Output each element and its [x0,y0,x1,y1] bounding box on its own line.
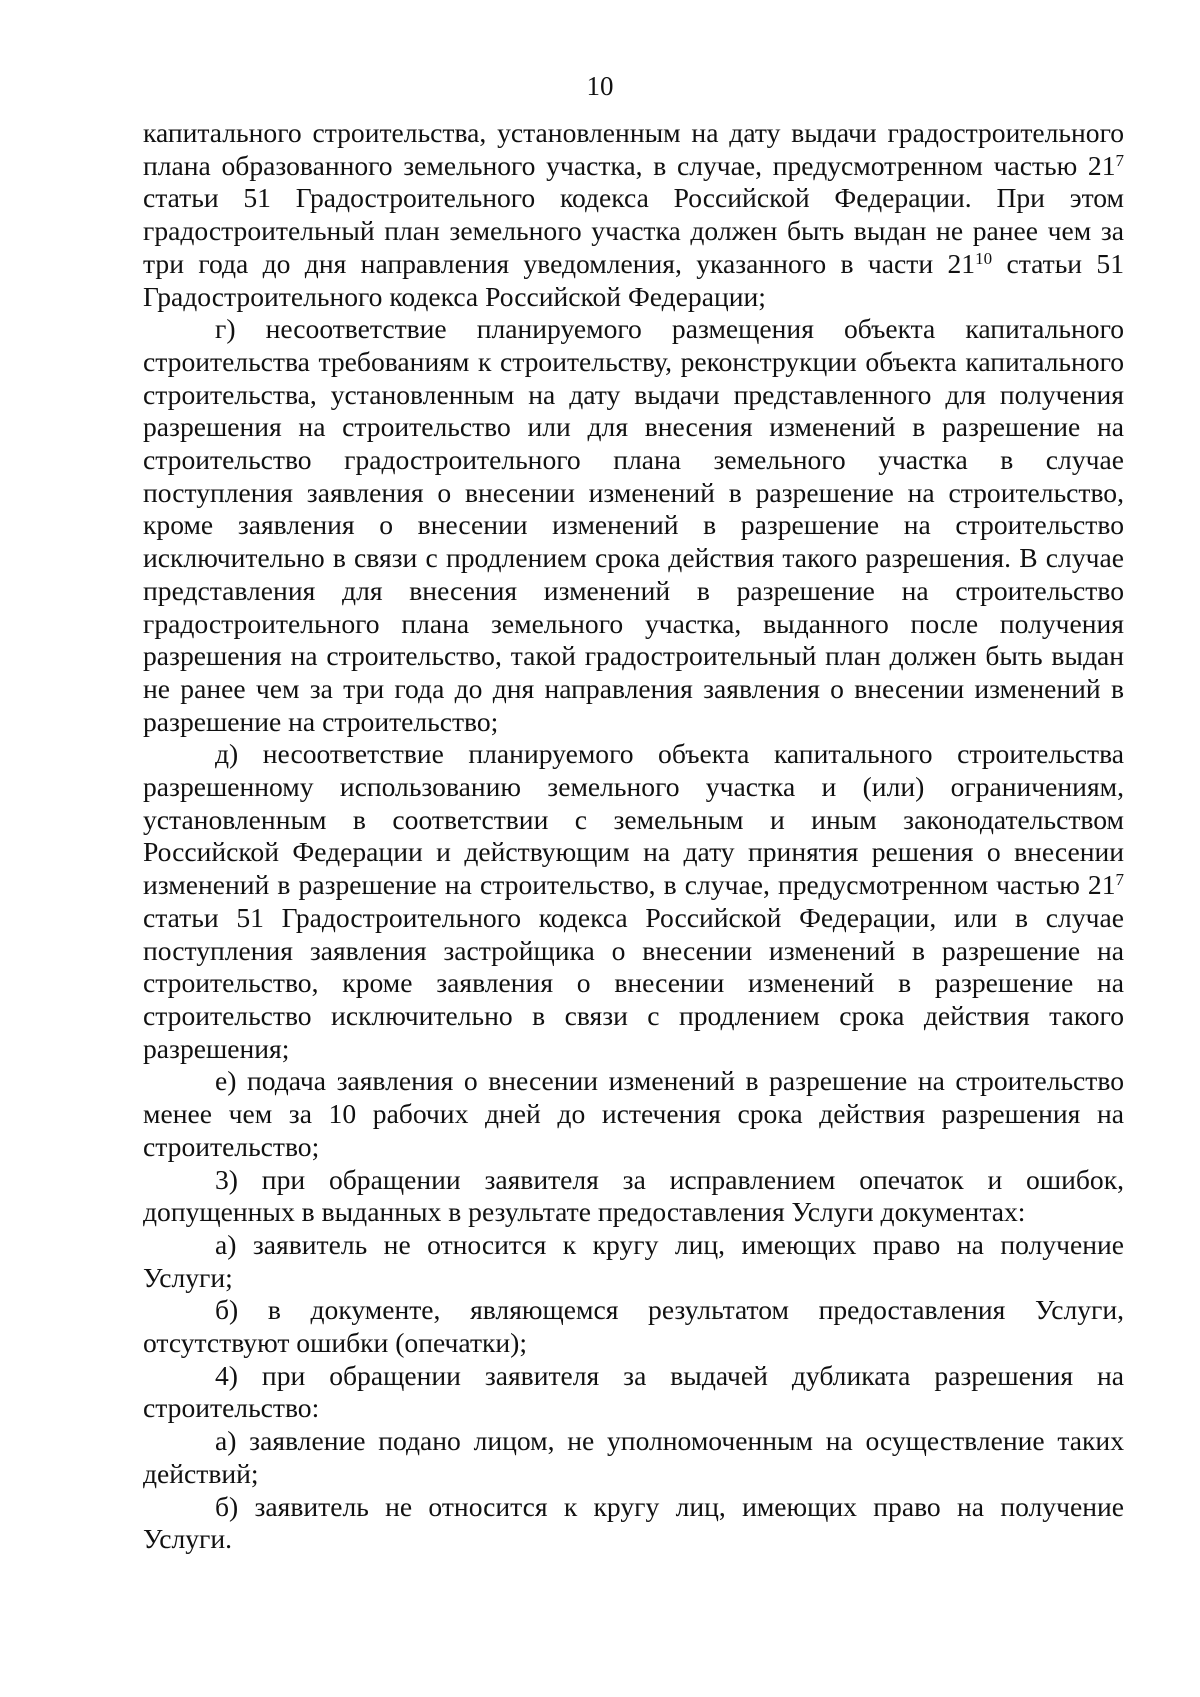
paragraph-item-d [143,738,1124,1065]
paragraph-item-4b: б) заявитель не относится к кругу лиц, имеющих право на получение Услуги. [143,1490,1124,1555]
paragraph-item-e: е) подача заявления о внесении изменений в разрешение на строительство менее чем за 10 рабочих дней до истечения срока действия разрешения на строительство; [143,1065,1124,1162]
superscript: 7 [1115,150,1124,170]
text-run: д) несоответствие планируемого объекта капитального строительства разрешенному использованию земельного участка и (или) ограничениям, установленным в соответствии с земельным и иным законодательством Российской Федерации и действующим на дату принятия решения о внесении изменений в разрешение на строительство, в случае, предусмотренном частью 21 [143,738,1124,901]
paragraph-continuation [143,117,1124,313]
paragraph-item-g: г) несоответствие планируемого размещения объекта капитального строительства требованиям к строительству, реконструкции объекта капитального строительства, установленным на дату выдачи представленного для получения разрешения на строительство или для внесения изменений в разрешение на строительство градостроительного плана земельного участка в случае поступления заявления о внесении изменений в разрешение на строительство, кроме заявления о внесении изменений в разрешение на строительство исключительно в связи с продлением срока действия такого разрешения. В случае представления для внесения изменений в разрешение на строительство градостроительного плана земельного участка, выданного после получения разрешения на строительство, такой градостроительный план должен быть выдан не ранее чем за три года до дня направления заявления о внесении изменений в разрешение на строительство; [143,313,1124,737]
document-body [143,117,1124,1556]
text-run: капитального строительства, установленным на дату выдачи градостроительного плана образованного земельного участка, в случае, предусмотренном частью 21 [143,117,1124,181]
paragraph-item-3b: б) в документе, являющемся результатом предоставления Услуги, отсутствуют ошибки (опечатки); [143,1294,1124,1359]
paragraph-item-3: 3) при обращении заявителя за исправлением опечаток и ошибок, допущенных в выданных в результате предоставления Услуги документах: [143,1163,1124,1228]
text-run: статьи 51 Градостроительного кодекса Российской Федерации, или в случае поступления заявления застройщика о внесении изменений в разрешение на строительство, кроме заявления о внесении изменений в разрешение на строительство исключительно в связи с продлением срока действия такого разрешения; [143,901,1124,1064]
paragraph-item-4: 4) при обращении заявителя за выдачей дубликата разрешения на строительство: [143,1359,1124,1424]
paragraph-item-3a: а) заявитель не относится к кругу лиц, имеющих право на получение Услуги; [143,1228,1124,1293]
superscript: 7 [1115,870,1124,890]
paragraph-item-4a: а) заявление подано лицом, не уполномоченным на осуществление таких действий; [143,1425,1124,1489]
text-run: статьи 51 Градостроительного кодекса Российской Федерации. При этом градостроительный план земельного участка должен быть выдан не ранее чем за три года до дня направления уведомления, указанного в части 21 [143,182,1124,279]
text-run: статьи 51 Градостроительного кодекса Российской Федерации; [143,247,1125,312]
page-number: 10 [586,71,614,101]
superscript: 10 [975,248,993,268]
